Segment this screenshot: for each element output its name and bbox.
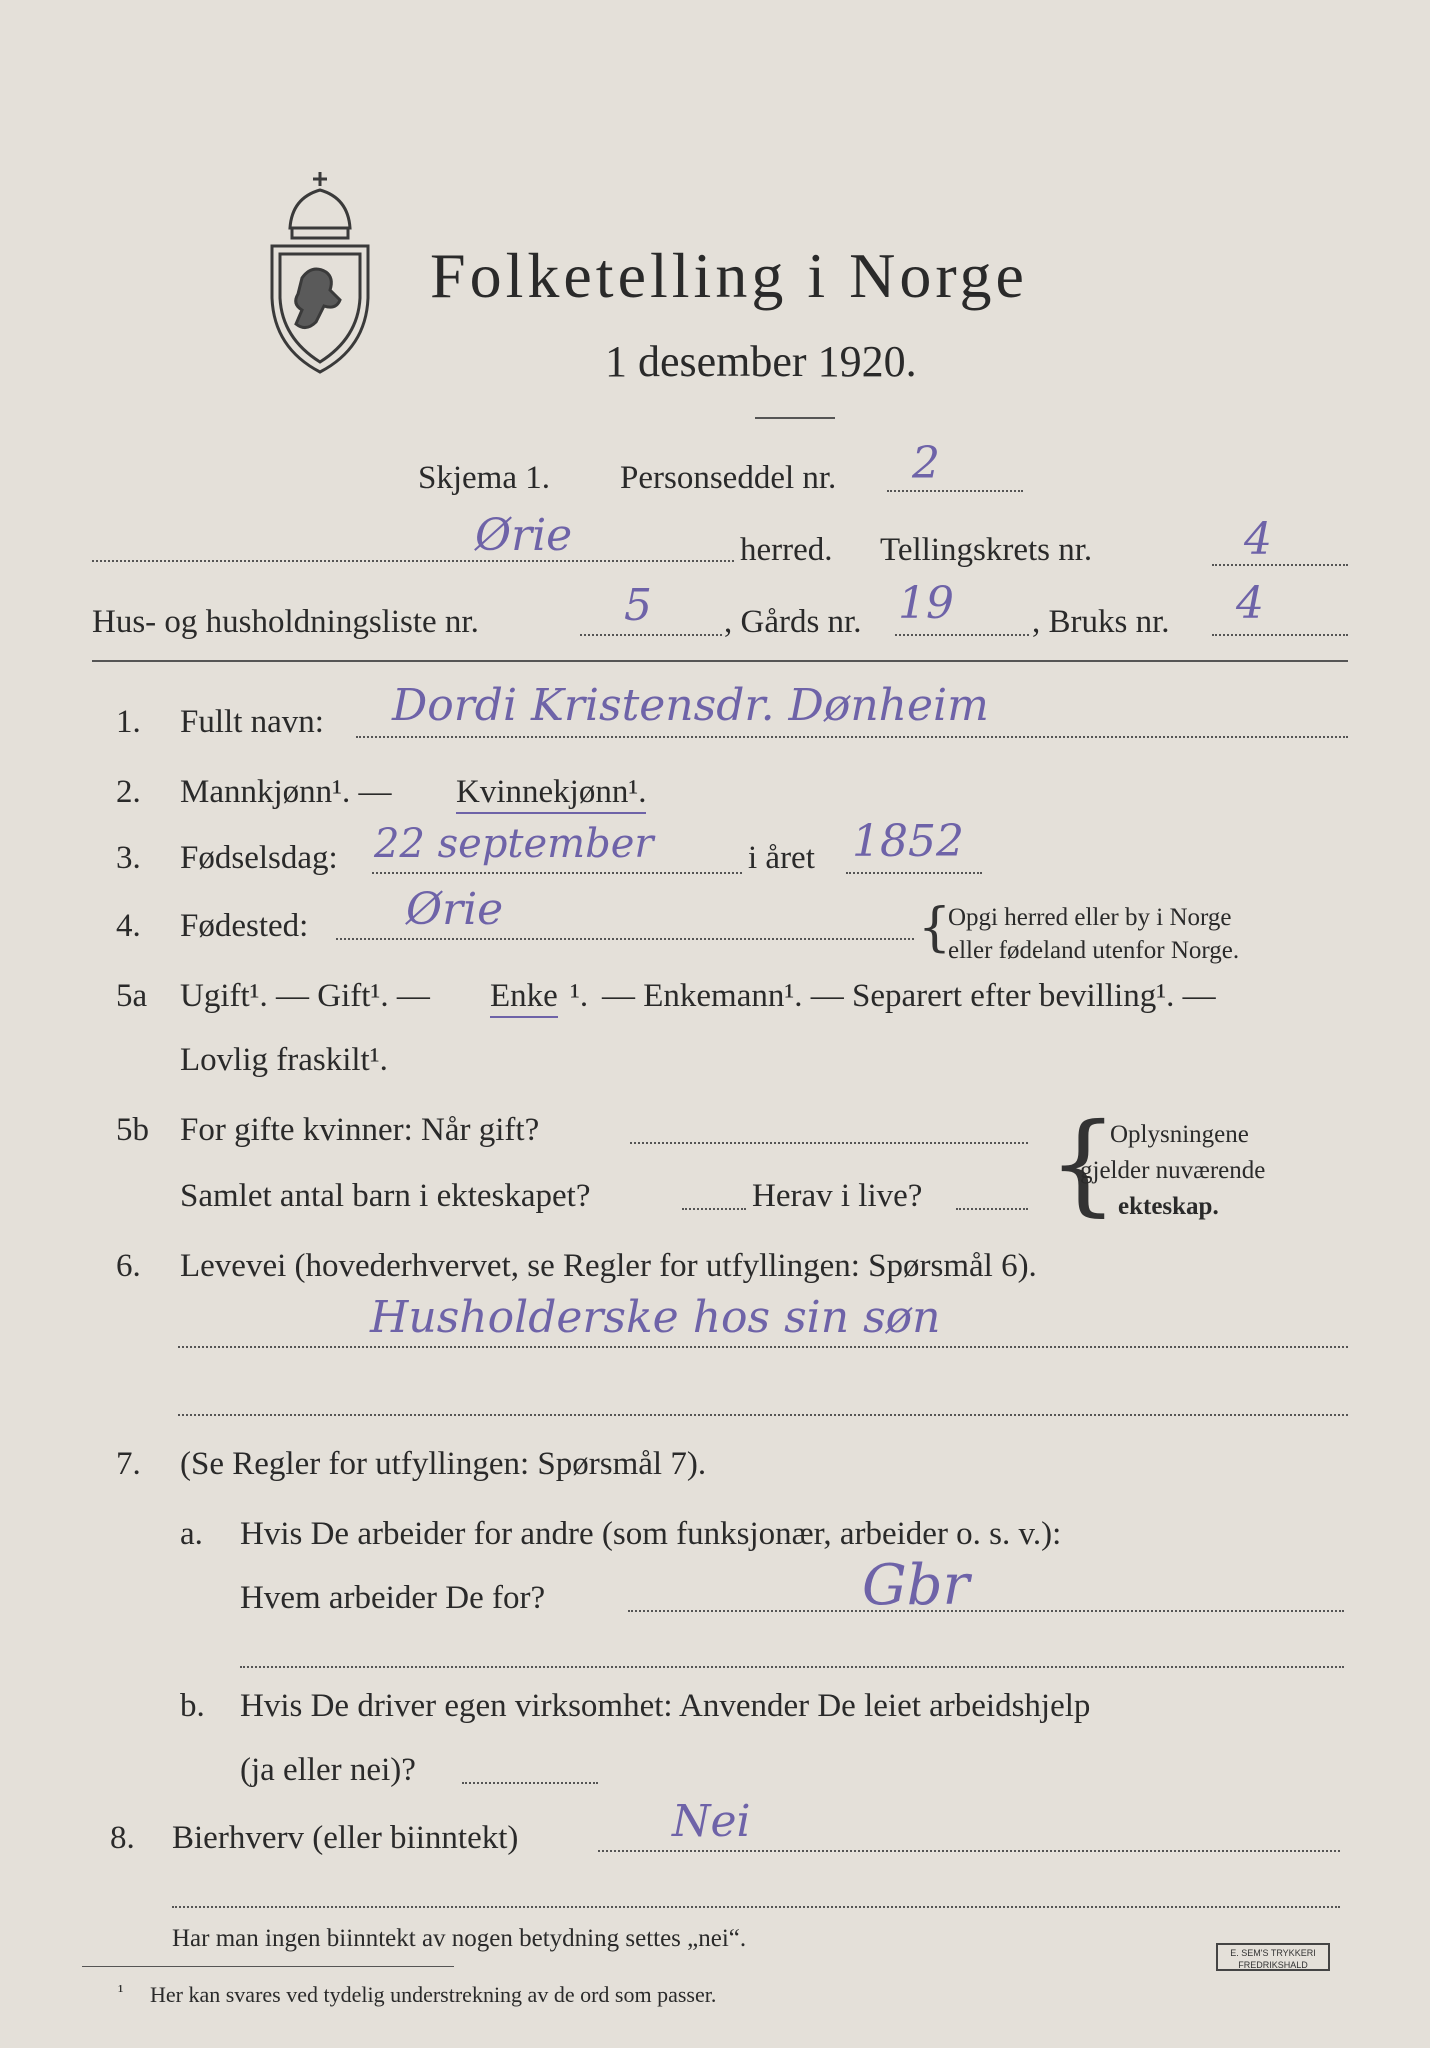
printer-stamp [1216,1943,1330,1971]
q4-number: 4. [116,908,141,944]
printer-stamp-line-1: E. SEM'S TRYKKERI [1230,1948,1316,1958]
bruks-value[interactable]: 4 [1236,578,1264,629]
herred-line [92,560,734,562]
q6-line-1 [178,1346,1348,1348]
q3-line [372,872,742,874]
q8-line [598,1850,1340,1852]
q5b-note-3: ekteskap. [1118,1193,1219,1220]
q7a-letter: a. [180,1516,203,1552]
q1-label: Fullt navn: [180,704,324,740]
gards-label: , Gårds nr. [724,604,862,640]
q8-number: 8. [110,1820,135,1856]
herred-label: herred. [740,532,833,568]
q7a-label: Hvis De arbeider for andre (som funksjonær, arbeider o. s. v.): [240,1516,1062,1552]
q7a-label-2: Hvem arbeider De for? [240,1580,546,1616]
q6-number: 6. [116,1248,141,1284]
herred-value[interactable]: Ørie [475,510,573,561]
census-date: 1 desember 1920. [605,337,917,386]
q7a-line-1 [628,1610,1344,1612]
q5a-rest: — Enkemann¹. — Separert efter bevilling¹. — [602,978,1216,1014]
q3-label: Fødselsdag: [180,840,338,876]
q3-year-line [846,872,982,874]
q5b-note-2: gjelder nuværende [1080,1157,1266,1184]
tellingskrets-line [1212,564,1348,566]
q5a-fraskilt: Lovlig fraskilt¹. [180,1042,388,1078]
q5b-brace: { [1048,1099,1118,1227]
q7a-line-2 [240,1666,1344,1668]
q2-kvinne[interactable]: Kvinnekjønn¹. [456,772,646,814]
q6-value[interactable]: Husholderske hos sin søn [370,1292,941,1343]
bruks-line [1212,634,1348,636]
q8-label: Bierhverv (eller biinntekt) [172,1820,519,1856]
q2-number: 2. [116,774,141,810]
q4-label: Fødested: [180,908,309,944]
q1-number: 1. [116,704,141,740]
q4-value[interactable]: Ørie [406,884,504,935]
q3-year-value[interactable]: 1852 [852,816,964,867]
q5b-line-3 [956,1208,1028,1210]
personseddel-label: Personseddel nr. [620,460,837,496]
q5a-enke[interactable]: Enke [490,976,558,1018]
q6-line-2 [178,1414,1348,1416]
q3-number: 3. [116,840,141,876]
q7b-label: Hvis De driver egen virksomhet: Anvender De leiet arbeidshjelp [240,1688,1091,1724]
q5b-note-1: Oplysningene [1110,1121,1249,1148]
hus-value[interactable]: 5 [624,580,652,631]
header-divider [92,660,1348,662]
bruks-label: , Bruks nr. [1032,604,1170,640]
q8-line-2 [172,1906,1340,1908]
gards-value[interactable]: 19 [898,578,954,629]
title-divider [755,417,835,419]
form-title: Folketelling i Norge [430,240,1028,311]
q7b-line [462,1782,598,1784]
personseddel-line [887,490,1023,492]
q7-number: 7. [116,1446,141,1482]
q5a-enke-sup: ¹. [570,978,589,1014]
q2-mann: Mannkjønn¹. — [180,774,392,810]
q8-note: Har man ingen biinntekt av nogen betydning settes „nei“. [172,1925,747,1952]
footnote-divider [82,1966,454,1967]
q5b-number: 5b [116,1112,149,1148]
hus-label: Hus- og husholdningsliste nr. [92,604,479,640]
q1-value[interactable]: Dordi Kristensdr. Dønheim [392,680,989,731]
q1-line [356,736,1348,738]
q5b-label-2: Samlet antal barn i ekteskapet? [180,1178,591,1214]
q5b-line-1 [630,1142,1028,1144]
q4-line [336,938,914,940]
q3-value[interactable]: 22 september [374,821,654,867]
q4-note-1: Opgi herred eller by i Norge [948,904,1232,931]
tellingskrets-label: Tellingskrets nr. [880,532,1093,568]
gards-line [895,634,1029,636]
footnote-mark: ¹ [118,1981,124,2001]
q5b-label-1: For gifte kvinner: Når gift? [180,1112,540,1148]
q3-year-label: i året [748,840,815,876]
q8-value[interactable]: Nei [672,1796,751,1847]
hus-line [580,634,722,636]
q4-note-2: eller fødeland utenfor Norge. [948,937,1240,964]
personseddel-value[interactable]: 2 [912,438,940,489]
q7-label: (Se Regler for utfyllingen: Spørsmål 7). [180,1446,707,1482]
q5a-ugift-gift: Ugift¹. — Gift¹. — [180,978,430,1014]
q4-brace: { [918,898,952,958]
footnote-text: Her kan svares ved tydelig understrekning av de ord som passer. [150,1982,717,2007]
q7a-value[interactable]: Gbr [862,1553,970,1618]
q7b-letter: b. [180,1688,205,1724]
skjema-label: Skjema 1. [418,460,550,496]
tellingskrets-value[interactable]: 4 [1244,514,1272,565]
q6-label: Levevei (hovederhvervet, se Regler for utfyllingen: Spørsmål 6). [180,1248,1037,1284]
printer-stamp-line-2: FREDRIKSHALD [1238,1960,1308,1970]
q5b-label-3: Herav i live? [752,1178,923,1214]
q7b-label-2: (ja eller nei)? [240,1752,416,1788]
coat-of-arms-icon [262,168,378,378]
q5a-number: 5a [116,978,148,1014]
q5b-line-2 [682,1208,746,1210]
